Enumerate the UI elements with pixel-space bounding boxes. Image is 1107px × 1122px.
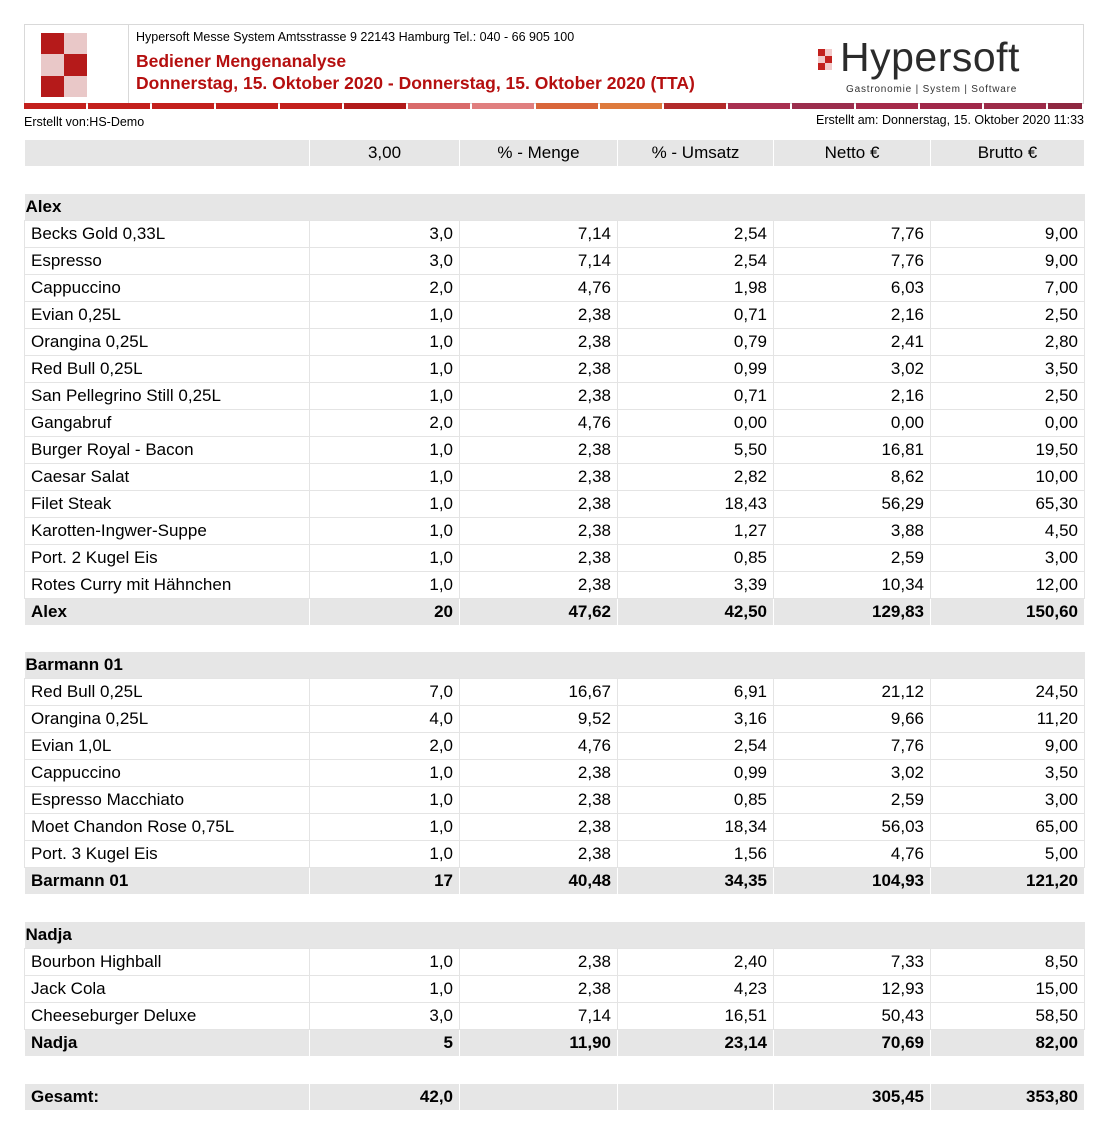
item-name: Espresso: [25, 247, 310, 274]
color-bar-segment: [280, 103, 342, 109]
group-total-row: [25, 868, 1085, 895]
total-value: 104,93: [774, 868, 931, 895]
color-bar-segment: [344, 103, 406, 109]
group-header-row: [25, 652, 1085, 679]
item-value: 0,79: [618, 328, 774, 355]
total-value: 20: [310, 598, 460, 625]
table-row: [25, 733, 1085, 760]
item-name: Becks Gold 0,33L: [25, 220, 310, 247]
brand-name: Hypersoft: [840, 34, 1020, 80]
item-value: 4,76: [460, 409, 618, 436]
item-value: 2,16: [774, 301, 931, 328]
item-value: 2,54: [618, 220, 774, 247]
item-value: 2,38: [460, 463, 618, 490]
item-value: 58,50: [931, 1002, 1085, 1029]
hypersoft-brand-arrow-icon: [818, 49, 836, 71]
table-row: [25, 274, 1085, 301]
item-value: 2,80: [931, 328, 1085, 355]
spacer-cell: [25, 895, 1085, 922]
table-row: [25, 787, 1085, 814]
item-value: 3,00: [931, 544, 1085, 571]
item-value: 2,38: [460, 544, 618, 571]
item-name: Moet Chandon Rose 0,75L: [25, 814, 310, 841]
table-row: [25, 355, 1085, 382]
color-bar-segment: [472, 103, 534, 109]
item-value: 3,0: [310, 220, 460, 247]
table-row: [25, 544, 1085, 571]
spacer-row: [25, 1056, 1085, 1083]
item-value: 1,0: [310, 490, 460, 517]
item-value: 2,0: [310, 409, 460, 436]
item-value: 1,0: [310, 544, 460, 571]
grand-total-value: 353,80: [931, 1083, 1085, 1110]
table-row: [25, 247, 1085, 274]
item-value: 2,82: [618, 463, 774, 490]
item-value: 1,0: [310, 571, 460, 598]
item-value: 1,0: [310, 382, 460, 409]
item-value: 7,76: [774, 220, 931, 247]
item-value: 2,38: [460, 760, 618, 787]
item-value: 12,93: [774, 975, 931, 1002]
total-value: 5: [310, 1029, 460, 1056]
total-label: Nadja: [25, 1029, 310, 1056]
item-value: 2,38: [460, 975, 618, 1002]
item-value: 65,00: [931, 814, 1085, 841]
item-name: Cappuccino: [25, 760, 310, 787]
table-row: [25, 517, 1085, 544]
item-value: 1,0: [310, 517, 460, 544]
item-name: Caesar Salat: [25, 463, 310, 490]
item-value: 3,39: [618, 571, 774, 598]
item-value: 2,0: [310, 274, 460, 301]
item-value: 8,50: [931, 948, 1085, 975]
item-name: Cheeseburger Deluxe: [25, 1002, 310, 1029]
item-value: 4,76: [460, 733, 618, 760]
color-bar-segment: [536, 103, 598, 109]
item-name: Rotes Curry mit Hähnchen: [25, 571, 310, 598]
item-value: 5,00: [931, 841, 1085, 868]
table-row: [25, 679, 1085, 706]
item-value: 19,50: [931, 436, 1085, 463]
item-value: 1,56: [618, 841, 774, 868]
item-name: Port. 3 Kugel Eis: [25, 841, 310, 868]
item-value: 2,50: [931, 301, 1085, 328]
item-value: 2,41: [774, 328, 931, 355]
item-value: 0,00: [931, 409, 1085, 436]
item-name: Orangina 0,25L: [25, 706, 310, 733]
table-row: [25, 436, 1085, 463]
table-row: [25, 490, 1085, 517]
total-label: Barmann 01: [25, 868, 310, 895]
table-row: [25, 814, 1085, 841]
item-value: 16,81: [774, 436, 931, 463]
decorative-color-bar: [24, 103, 1084, 109]
item-value: 4,76: [460, 274, 618, 301]
total-value: 11,90: [460, 1029, 618, 1056]
item-value: 7,14: [460, 247, 618, 274]
column-header: 3,00: [310, 140, 460, 167]
total-value: 47,62: [460, 598, 618, 625]
item-value: 2,38: [460, 301, 618, 328]
color-bar-segment: [152, 103, 214, 109]
table-row: [25, 706, 1085, 733]
created-at: Erstellt am: Donnerstag, 15. Oktober 2020 11:33: [816, 113, 1084, 127]
table-row: [25, 301, 1085, 328]
item-value: 1,27: [618, 517, 774, 544]
item-value: 2,38: [460, 841, 618, 868]
color-bar-segment: [792, 103, 854, 109]
total-value: 34,35: [618, 868, 774, 895]
table-row: [25, 841, 1085, 868]
color-bar-segment: [728, 103, 790, 109]
item-value: 3,00: [931, 787, 1085, 814]
table-row: [25, 220, 1085, 247]
item-value: 16,51: [618, 1002, 774, 1029]
table-row: [25, 975, 1085, 1002]
spacer-row: [25, 167, 1085, 194]
item-value: 0,99: [618, 760, 774, 787]
item-value: 3,02: [774, 355, 931, 382]
item-value: 7,33: [774, 948, 931, 975]
item-value: 1,0: [310, 436, 460, 463]
item-value: 6,91: [618, 679, 774, 706]
item-value: 1,98: [618, 274, 774, 301]
group-header-row: [25, 922, 1085, 949]
item-value: 11,20: [931, 706, 1085, 733]
item-value: 2,0: [310, 733, 460, 760]
color-bar-segment: [664, 103, 726, 109]
total-value: 23,14: [618, 1029, 774, 1056]
item-value: 50,43: [774, 1002, 931, 1029]
column-header: % - Umsatz: [618, 140, 774, 167]
group-name: Nadja: [25, 922, 1085, 949]
item-value: 7,0: [310, 679, 460, 706]
item-value: 1,0: [310, 841, 460, 868]
item-value: 1,0: [310, 328, 460, 355]
table-row: [25, 382, 1085, 409]
item-value: 1,0: [310, 301, 460, 328]
item-value: 2,54: [618, 247, 774, 274]
item-value: 7,14: [460, 1002, 618, 1029]
grand-total-row: [25, 1083, 1085, 1110]
item-name: Espresso Macchiato: [25, 787, 310, 814]
hypersoft-brand-logo: [810, 33, 1065, 99]
item-value: 2,38: [460, 436, 618, 463]
grand-total-value: [460, 1083, 618, 1110]
grand-total-value: 42,0: [310, 1083, 460, 1110]
table-row: [25, 1002, 1085, 1029]
item-value: 0,71: [618, 301, 774, 328]
item-name: Karotten-Ingwer-Suppe: [25, 517, 310, 544]
item-name: San Pellegrino Still 0,25L: [25, 382, 310, 409]
analysis-table: [24, 139, 1085, 1111]
item-value: 1,0: [310, 760, 460, 787]
item-value: 10,34: [774, 571, 931, 598]
table-row: [25, 463, 1085, 490]
color-bar-segment: [216, 103, 278, 109]
item-value: 65,30: [931, 490, 1085, 517]
item-value: 16,67: [460, 679, 618, 706]
item-value: 3,50: [931, 355, 1085, 382]
column-header: Netto €: [774, 140, 931, 167]
item-value: 3,50: [931, 760, 1085, 787]
item-name: Jack Cola: [25, 975, 310, 1002]
item-value: 2,38: [460, 517, 618, 544]
item-value: 9,00: [931, 733, 1085, 760]
item-value: 2,16: [774, 382, 931, 409]
item-value: 4,0: [310, 706, 460, 733]
grand-total-value: [618, 1083, 774, 1110]
item-value: 6,03: [774, 274, 931, 301]
item-value: 1,0: [310, 463, 460, 490]
item-name: Gangabruf: [25, 409, 310, 436]
item-value: 5,50: [618, 436, 774, 463]
company-address: Hypersoft Messe System Amtsstrasse 9 22143 Hamburg Tel.: 040 - 66 905 100: [136, 30, 575, 44]
color-bar-segment: [600, 103, 662, 109]
item-value: 2,59: [774, 787, 931, 814]
item-value: 9,00: [931, 220, 1085, 247]
group-total-row: [25, 598, 1085, 625]
item-value: 2,38: [460, 814, 618, 841]
item-value: 3,0: [310, 1002, 460, 1029]
item-name: Burger Royal - Bacon: [25, 436, 310, 463]
table-row: [25, 571, 1085, 598]
spacer-row: [25, 625, 1085, 652]
item-value: 2,50: [931, 382, 1085, 409]
item-value: 7,00: [931, 274, 1085, 301]
color-bar-segment: [1048, 103, 1082, 109]
grand-total-value: 305,45: [774, 1083, 931, 1110]
report-date-range: Donnerstag, 15. Oktober 2020 - Donnerstag, 15. Oktober 2020 (TTA): [136, 73, 695, 93]
item-value: 56,03: [774, 814, 931, 841]
brand-tagline: Gastronomie | System | Software: [846, 84, 1018, 95]
total-value: 129,83: [774, 598, 931, 625]
item-name: Cappuccino: [25, 274, 310, 301]
color-bar-segment: [24, 103, 86, 109]
item-value: 1,0: [310, 355, 460, 382]
item-value: 0,85: [618, 544, 774, 571]
hypersoft-logo-mark-icon: [41, 33, 87, 97]
color-bar-segment: [920, 103, 982, 109]
spacer-cell: [25, 625, 1085, 652]
item-value: 4,50: [931, 517, 1085, 544]
item-value: 24,50: [931, 679, 1085, 706]
spacer-cell: [25, 167, 1085, 194]
created-by: Erstellt von:HS-Demo: [24, 115, 145, 129]
item-value: 1,0: [310, 975, 460, 1002]
item-value: 4,23: [618, 975, 774, 1002]
item-value: 2,38: [460, 571, 618, 598]
item-value: 2,38: [460, 328, 618, 355]
item-value: 4,76: [774, 841, 931, 868]
group-name: Barmann 01: [25, 652, 1085, 679]
total-value: 82,00: [931, 1029, 1085, 1056]
item-value: 3,88: [774, 517, 931, 544]
item-value: 15,00: [931, 975, 1085, 1002]
report-title: Bediener Mengenanalyse: [136, 51, 347, 71]
item-value: 21,12: [774, 679, 931, 706]
color-bar-segment: [984, 103, 1046, 109]
item-value: 18,34: [618, 814, 774, 841]
item-value: 1,0: [310, 814, 460, 841]
item-value: 2,38: [460, 490, 618, 517]
group-total-row: [25, 1029, 1085, 1056]
item-value: 9,00: [931, 247, 1085, 274]
table-row: [25, 948, 1085, 975]
item-value: 9,52: [460, 706, 618, 733]
grand-total-label: Gesamt:: [25, 1083, 310, 1110]
item-value: 9,66: [774, 706, 931, 733]
column-header: Brutto €: [931, 140, 1085, 167]
item-value: 2,38: [460, 948, 618, 975]
column-header: % - Menge: [460, 140, 618, 167]
item-name: Port. 2 Kugel Eis: [25, 544, 310, 571]
item-name: Evian 0,25L: [25, 301, 310, 328]
total-label: Alex: [25, 598, 310, 625]
item-value: 8,62: [774, 463, 931, 490]
total-value: 40,48: [460, 868, 618, 895]
table-row: [25, 328, 1085, 355]
item-value: 56,29: [774, 490, 931, 517]
item-value: 2,59: [774, 544, 931, 571]
color-bar-segment: [88, 103, 150, 109]
item-value: 7,76: [774, 247, 931, 274]
item-value: 12,00: [931, 571, 1085, 598]
item-value: 2,54: [618, 733, 774, 760]
report-header: [24, 24, 1084, 104]
spacer-cell: [25, 1056, 1085, 1083]
total-value: 150,60: [931, 598, 1085, 625]
item-value: 2,38: [460, 382, 618, 409]
column-header: [25, 140, 310, 167]
item-value: 0,00: [618, 409, 774, 436]
color-bar-segment: [408, 103, 470, 109]
item-value: 7,14: [460, 220, 618, 247]
item-value: 3,02: [774, 760, 931, 787]
header-divider: [128, 25, 129, 104]
table-row: [25, 409, 1085, 436]
item-value: 0,85: [618, 787, 774, 814]
group-name: Alex: [25, 194, 1085, 221]
total-value: 42,50: [618, 598, 774, 625]
group-header-row: [25, 194, 1085, 221]
table-row: [25, 760, 1085, 787]
item-value: 2,38: [460, 787, 618, 814]
item-name: Filet Steak: [25, 490, 310, 517]
item-value: 2,40: [618, 948, 774, 975]
item-value: 0,71: [618, 382, 774, 409]
item-value: 18,43: [618, 490, 774, 517]
total-value: 121,20: [931, 868, 1085, 895]
item-value: 0,00: [774, 409, 931, 436]
item-name: Red Bull 0,25L: [25, 679, 310, 706]
item-value: 2,38: [460, 355, 618, 382]
spacer-row: [25, 895, 1085, 922]
total-value: 70,69: [774, 1029, 931, 1056]
item-name: Orangina 0,25L: [25, 328, 310, 355]
item-value: 3,0: [310, 247, 460, 274]
item-value: 0,99: [618, 355, 774, 382]
item-value: 3,16: [618, 706, 774, 733]
column-header-row: [25, 140, 1085, 167]
total-value: 17: [310, 868, 460, 895]
item-value: 10,00: [931, 463, 1085, 490]
item-name: Bourbon Highball: [25, 948, 310, 975]
color-bar-segment: [856, 103, 918, 109]
item-value: 1,0: [310, 787, 460, 814]
item-name: Evian 1,0L: [25, 733, 310, 760]
item-value: 1,0: [310, 948, 460, 975]
item-value: 7,76: [774, 733, 931, 760]
item-name: Red Bull 0,25L: [25, 355, 310, 382]
